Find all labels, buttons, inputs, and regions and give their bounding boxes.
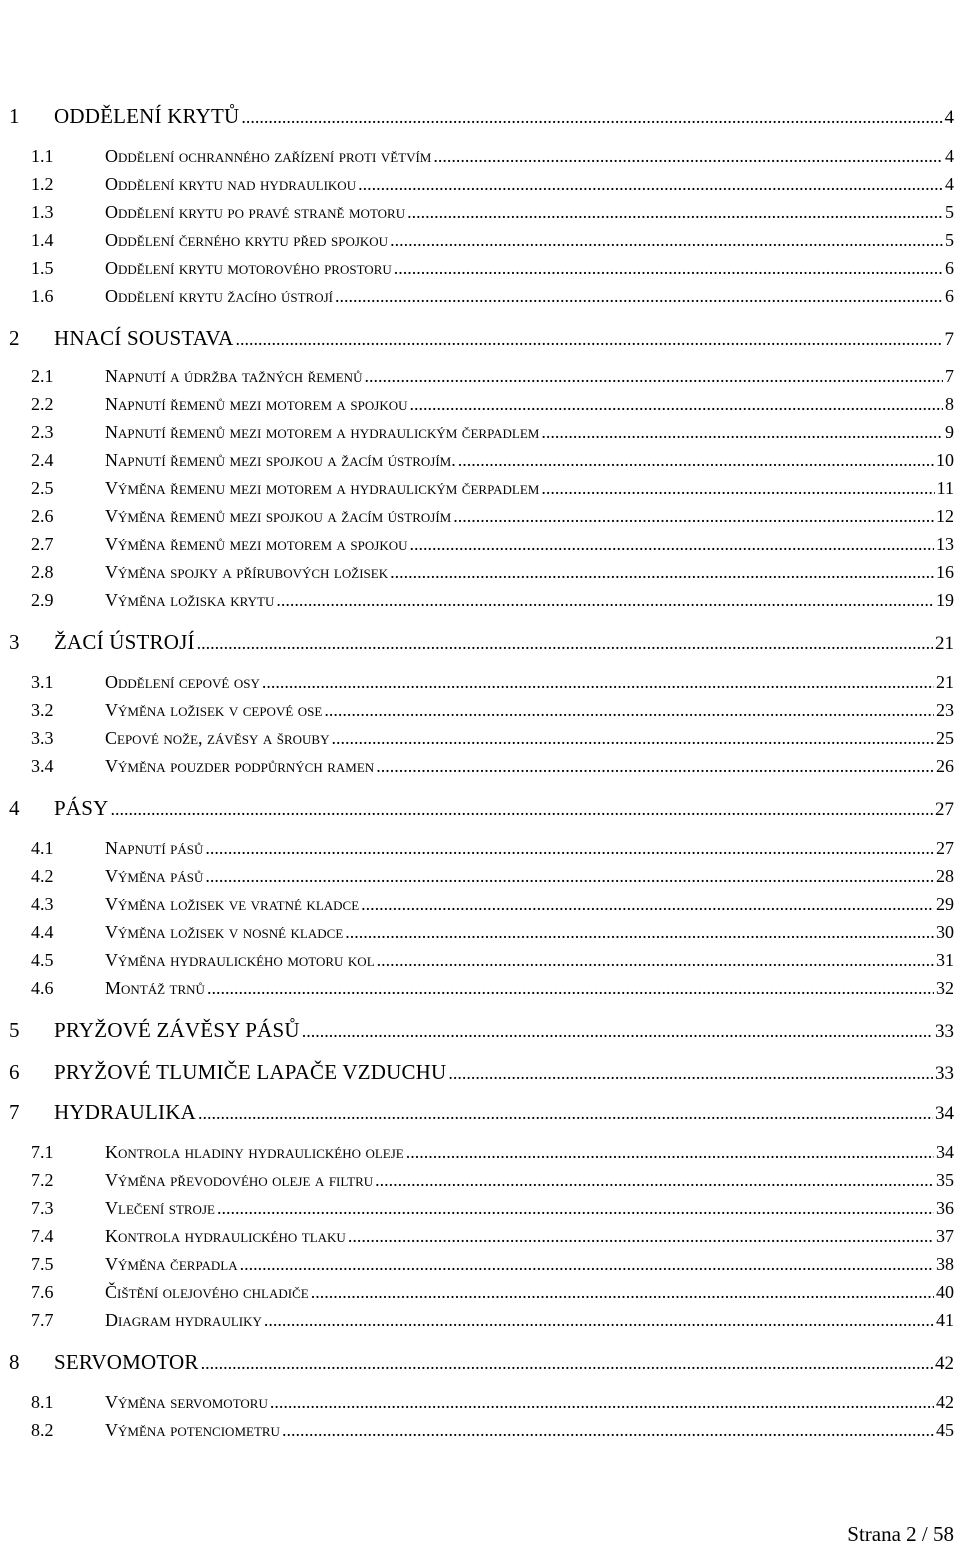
toc-entry-number: 7.7: [31, 1310, 54, 1330]
toc-dot-leader: [407, 202, 943, 223]
toc-entry-page: 38: [936, 1254, 954, 1274]
toc-section-entry[interactable]: [0, 146, 960, 167]
toc-entry-number: 8: [9, 1350, 20, 1374]
toc-entry-page: 34: [935, 1103, 954, 1124]
toc-entry-title: Výměna potenciometru: [105, 1420, 280, 1440]
toc-entry-number: 2.4: [31, 450, 54, 470]
toc-entry-number: 3.2: [31, 700, 54, 720]
toc-dot-leader: [207, 978, 934, 999]
toc-entry-number: 7.3: [31, 1198, 54, 1218]
toc-section-entry[interactable]: [0, 1170, 960, 1191]
toc-section-entry[interactable]: [0, 838, 960, 859]
toc-section-entry[interactable]: [0, 286, 960, 307]
toc-section-entry[interactable]: [0, 1392, 960, 1413]
toc-entry-page: 12: [936, 506, 954, 526]
toc-section-entry[interactable]: [0, 894, 960, 915]
toc-chapter-entry[interactable]: [0, 796, 960, 821]
toc-dot-leader: [335, 286, 943, 307]
toc-chapter-entry[interactable]: [0, 1060, 960, 1085]
toc-entry-title: Výměna řemenu mezi motorem a hydraulickým čerpadlem: [105, 478, 540, 498]
toc-entry-title: Napnutí řemenů mezi motorem a spojkou: [105, 394, 408, 414]
toc-entry-page: 30: [936, 922, 954, 942]
toc-section-entry[interactable]: [0, 978, 960, 999]
toc-section-entry[interactable]: [0, 366, 960, 387]
toc-dot-leader: [377, 950, 934, 971]
toc-entry-page: 19: [936, 590, 954, 610]
toc-section-entry[interactable]: [0, 1226, 960, 1247]
toc-section-entry[interactable]: [0, 230, 960, 251]
toc-entry-page: 21: [935, 633, 954, 654]
toc-entry-title: Oddělení cepové osy: [105, 672, 260, 692]
toc-chapter-entry[interactable]: [0, 1100, 960, 1125]
toc-entry-title: Oddělení krytu žacího ústrojí: [105, 286, 333, 306]
toc-entry-page: 16: [936, 562, 954, 582]
toc-entry-title: Výměna ložisek v cepové ose: [105, 700, 323, 720]
toc-entry-title: Montáž trnů: [105, 978, 205, 998]
toc-dot-leader: [448, 1063, 933, 1084]
toc-entry-number: 3.3: [31, 728, 54, 748]
toc-dot-leader: [197, 633, 933, 654]
toc-entry-page: 35: [936, 1170, 954, 1190]
toc-dot-leader: [205, 866, 934, 887]
toc-entry-page: 31: [936, 950, 954, 970]
toc-entry-number: 7.4: [31, 1226, 54, 1246]
toc-entry-number: 1.4: [31, 230, 54, 250]
toc-entry-page: 23: [936, 700, 954, 720]
toc-dot-leader: [311, 1282, 934, 1303]
toc-section-entry[interactable]: [0, 1254, 960, 1275]
toc-entry-title: Výměna ložisek v nosné kladce: [105, 922, 344, 942]
toc-entry-title: Výměna ložisek ve vratné kladce: [105, 894, 360, 914]
toc-entry-page: 11: [936, 478, 954, 498]
toc-entry-title: Výměna čerpadla: [105, 1254, 238, 1274]
toc-entry-title: PRYŽOVÉ ZÁVĚSY PÁSŮ: [54, 1018, 300, 1042]
toc-entry-title: ODDĚLENÍ KRYTŮ: [54, 104, 240, 128]
toc-dot-leader: [205, 838, 934, 859]
toc-dot-leader: [358, 174, 943, 195]
toc-dot-leader: [240, 1254, 934, 1275]
toc-entry-number: 7.2: [31, 1170, 54, 1190]
toc-dot-leader: [361, 894, 934, 915]
toc-entry-page: 26: [936, 756, 954, 776]
toc-entry-page: 27: [936, 838, 954, 858]
toc-dot-leader: [324, 700, 934, 721]
toc-entry-page: 32: [936, 978, 954, 998]
toc-section-entry[interactable]: [0, 1310, 960, 1331]
toc-section-entry[interactable]: [0, 672, 960, 693]
toc-section-entry[interactable]: [0, 1198, 960, 1219]
toc-entry-number: 2.7: [31, 534, 54, 554]
toc-entry-number: 2.1: [31, 366, 54, 386]
toc-entry-number: 2: [9, 326, 20, 350]
toc-entry-title: Výměna pásů: [105, 866, 204, 886]
toc-entry-page: 4: [945, 146, 954, 166]
toc-entry-page: 5: [945, 230, 954, 250]
toc-section-entry[interactable]: [0, 258, 960, 279]
toc-entry-title: HYDRAULIKA: [54, 1100, 196, 1124]
toc-entry-page: 34: [936, 1142, 954, 1162]
page-number-footer: Strana 2 / 58: [847, 1522, 954, 1546]
toc-section-entry[interactable]: [0, 394, 960, 415]
toc-entry-number: 2.9: [31, 590, 54, 610]
toc-dot-leader: [453, 506, 934, 527]
toc-entry-number: 3: [9, 630, 20, 654]
toc-dot-leader: [406, 1142, 934, 1163]
toc-section-entry[interactable]: [0, 590, 960, 611]
toc-entry-page: 37: [936, 1226, 954, 1246]
toc-dot-leader: [541, 422, 943, 443]
toc-dot-leader: [235, 329, 942, 350]
toc-entry-number: 7.1: [31, 1142, 54, 1162]
toc-dot-leader: [410, 534, 935, 555]
toc-entry-page: 8: [945, 394, 954, 414]
toc-chapter-entry[interactable]: [0, 326, 960, 351]
toc-entry-title: Oddělení krytu nad hydraulikou: [105, 174, 357, 194]
toc-entry-page: 25: [936, 728, 954, 748]
toc-section-entry[interactable]: [0, 450, 960, 471]
toc-entry-number: 4.5: [31, 950, 54, 970]
toc-entry-page: 4: [945, 174, 954, 194]
toc-entry-number: 3.4: [31, 756, 54, 776]
toc-entry-number: 1.1: [31, 146, 54, 166]
toc-section-entry[interactable]: [0, 202, 960, 223]
toc-entry-number: 4: [9, 796, 20, 820]
toc-dot-leader: [376, 756, 934, 777]
toc-entry-title: Výměna pouzder podpůrných ramen: [105, 756, 375, 776]
toc-entry-page: 33: [935, 1063, 954, 1084]
toc-entry-number: 7.6: [31, 1282, 54, 1302]
toc-chapter-entry[interactable]: [0, 104, 960, 129]
toc-entry-page: 33: [935, 1021, 954, 1042]
toc-dot-leader: [217, 1198, 934, 1219]
toc-chapter-entry[interactable]: [0, 1018, 960, 1043]
toc-entry-page: 7: [944, 329, 954, 350]
toc-entry-title: Napnutí pásů: [105, 838, 204, 858]
toc-section-entry[interactable]: [0, 922, 960, 943]
toc-entry-title: PRYŽOVÉ TLUMIČE LAPAČE VZDUCHU: [54, 1060, 447, 1084]
toc-dot-leader: [458, 450, 934, 471]
toc-entry-title: Oddělení ochranného zařízení proti větvím: [105, 146, 432, 166]
toc-section-entry[interactable]: [0, 506, 960, 527]
toc-entry-title: Oddělení černého krytu před spojkou: [105, 230, 389, 250]
toc-entry-title: SERVOMOTOR: [54, 1350, 199, 1374]
toc-section-entry[interactable]: [0, 534, 960, 555]
toc-entry-number: 4.4: [31, 922, 54, 942]
toc-entry-page: 6: [945, 258, 954, 278]
toc-dot-leader: [276, 590, 934, 611]
toc-entry-page: 7: [945, 366, 954, 386]
toc-entry-number: 8.1: [31, 1392, 54, 1412]
toc-dot-leader: [282, 1420, 934, 1441]
toc-entry-title: Napnutí a údržba tažných řemenů: [105, 366, 363, 386]
toc-dot-leader: [331, 728, 934, 749]
toc-dot-leader: [390, 230, 943, 251]
toc-entry-title: Výměna spojky a přírubových ložisek: [105, 562, 389, 582]
toc-entry-number: 7: [9, 1100, 20, 1124]
toc-dot-leader: [410, 394, 944, 415]
toc-entry-number: 4.1: [31, 838, 54, 858]
toc-entry-number: 1.2: [31, 174, 54, 194]
toc-entry-number: 6: [9, 1060, 20, 1084]
toc-section-entry[interactable]: [0, 562, 960, 583]
toc-entry-number: 1.5: [31, 258, 54, 278]
toc-entry-title: Oddělení krytu motorového prostoru: [105, 258, 392, 278]
toc-entry-title: Výměna hydraulického motoru kol: [105, 950, 375, 970]
toc-dot-leader: [394, 258, 943, 279]
toc-entry-number: 4.2: [31, 866, 54, 886]
toc-section-entry[interactable]: [0, 1420, 960, 1441]
toc-entry-number: 2.6: [31, 506, 54, 526]
toc-dot-leader: [201, 1353, 933, 1374]
toc-dot-leader: [348, 1226, 934, 1247]
toc-entry-number: 3.1: [31, 672, 54, 692]
toc-entry-page: 6: [945, 286, 954, 306]
toc-entry-title: HNACÍ SOUSTAVA: [54, 326, 234, 350]
toc-entry-number: 5: [9, 1018, 20, 1042]
toc-section-entry[interactable]: [0, 700, 960, 721]
toc-entry-title: Cepové nože, závěsy a šrouby: [105, 728, 330, 748]
toc-dot-leader: [262, 672, 934, 693]
toc-entry-number: 2.5: [31, 478, 54, 498]
toc-section-entry[interactable]: [0, 1142, 960, 1163]
toc-entry-title: Výměna převodového oleje a filtru: [105, 1170, 374, 1190]
toc-entry-title: ŽACÍ ÚSTROJÍ: [54, 630, 195, 654]
toc-chapter-entry[interactable]: [0, 1350, 960, 1375]
toc-entry-title: PÁSY: [54, 796, 109, 820]
toc-dot-leader: [270, 1392, 934, 1413]
toc-section-entry[interactable]: [0, 728, 960, 749]
toc-section-entry[interactable]: [0, 174, 960, 195]
toc-entry-page: 36: [936, 1198, 954, 1218]
toc-entry-number: 8.2: [31, 1420, 54, 1440]
toc-entry-number: 2.3: [31, 422, 54, 442]
toc-entry-number: 1: [9, 104, 20, 128]
toc-entry-title: Oddělení krytu po pravé straně motoru: [105, 202, 406, 222]
toc-entry-page: 29: [936, 894, 954, 914]
toc-entry-page: 27: [935, 799, 954, 820]
toc-dot-leader: [111, 799, 934, 820]
toc-entry-number: 4.3: [31, 894, 54, 914]
toc-entry-page: 42: [936, 1392, 954, 1412]
toc-entry-number: 1.3: [31, 202, 54, 222]
toc-entry-page: 13: [936, 534, 954, 554]
toc-dot-leader: [375, 1170, 934, 1191]
toc-section-entry[interactable]: [0, 950, 960, 971]
toc-entry-page: 41: [936, 1310, 954, 1330]
toc-dot-leader: [433, 146, 943, 167]
toc-entry-page: 10: [936, 450, 954, 470]
toc-chapter-entry[interactable]: [0, 630, 960, 655]
toc-dot-leader: [390, 562, 934, 583]
toc-entry-page: 21: [936, 672, 954, 692]
toc-entry-title: Výměna servomotoru: [105, 1392, 268, 1412]
toc-entry-page: 5: [945, 202, 954, 222]
toc-dot-leader: [264, 1310, 934, 1331]
toc-dot-leader: [198, 1103, 933, 1124]
toc-entry-page: 28: [936, 866, 954, 886]
toc-dot-leader: [541, 478, 934, 499]
toc-entry-number: 7.5: [31, 1254, 54, 1274]
toc-section-entry[interactable]: [0, 1282, 960, 1303]
toc-entry-title: Kontrola hladiny hydraulického oleje: [105, 1142, 404, 1162]
toc-entry-page: 42: [935, 1353, 954, 1374]
toc-dot-leader: [241, 107, 942, 128]
toc-entry-number: 1.6: [31, 286, 54, 306]
toc-entry-title: Výměna ložiska krytu: [105, 590, 275, 610]
toc-section-entry[interactable]: [0, 756, 960, 777]
toc-entry-page: 4: [944, 107, 954, 128]
toc-entry-page: 40: [936, 1282, 954, 1302]
toc-section-entry[interactable]: [0, 422, 960, 443]
toc-entry-title: Diagram hydrauliky: [105, 1310, 262, 1330]
toc-section-entry[interactable]: [0, 866, 960, 887]
toc-entry-number: 4.6: [31, 978, 54, 998]
toc-entry-number: 2.2: [31, 394, 54, 414]
toc-section-entry[interactable]: [0, 478, 960, 499]
toc-entry-title: Výměna řemenů mezi motorem a spojkou: [105, 534, 408, 554]
toc-entry-title: Výměna řemenů mezi spojkou a žacím ústrojím: [105, 506, 452, 526]
toc-entry-number: 2.8: [31, 562, 54, 582]
toc-entry-title: Kontrola hydraulického tlaku: [105, 1226, 346, 1246]
toc-dot-leader: [345, 922, 934, 943]
toc-entry-page: 9: [945, 422, 954, 442]
toc-entry-title: Vlečení stroje: [105, 1198, 215, 1218]
toc-dot-leader: [302, 1021, 933, 1042]
toc-entry-page: 45: [936, 1420, 954, 1440]
toc-dot-leader: [364, 366, 943, 387]
toc-entry-title: Čištění olejového chladiče: [105, 1282, 309, 1302]
toc-entry-title: Napnutí řemenů mezi motorem a hydraulickým čerpadlem: [105, 422, 540, 442]
toc-entry-title: Napnutí řemenů mezi spojkou a žacím ústrojím.: [105, 450, 456, 470]
